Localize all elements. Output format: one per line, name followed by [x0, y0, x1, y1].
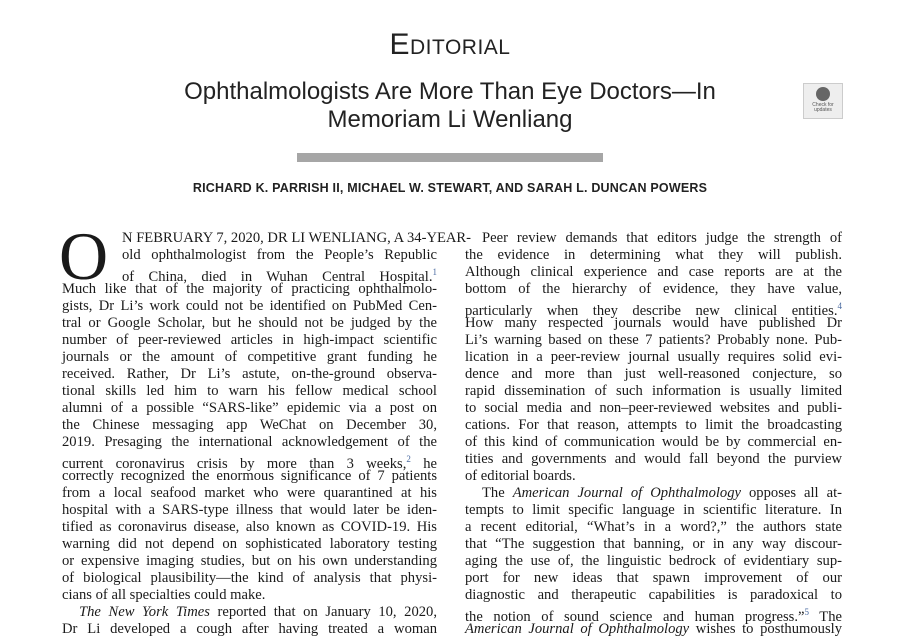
text-line: [465, 434, 842, 451]
text-segment: wishes to posthumously: [689, 621, 842, 637]
text-line: [62, 604, 437, 621]
article-title: [100, 78, 800, 134]
text-segment: tral or Google Scholar, but he should not be judged by the: [62, 315, 437, 331]
text-segment: of China, died in Wuhan Central Hospital.: [122, 269, 433, 285]
text-segment: journals or the amount of competitive grant funding he: [62, 349, 437, 365]
text-line: [465, 332, 842, 349]
text-segment: cations. For that reason, attempts to limit the broadcasting: [465, 417, 842, 433]
title-divider: [297, 153, 603, 162]
text-segment: of editorial boards.: [465, 468, 576, 484]
text-segment: port for new ideas that spawn improvement of our: [465, 570, 842, 586]
text-segment: received. Rather, Dr Li’s astute, on-the-ground observa-: [62, 366, 437, 382]
text-segment: tified as coronavirus disease, also known as COVID-19. His: [62, 519, 437, 535]
text-segment: he: [410, 456, 437, 472]
text-line: [465, 281, 842, 298]
text-line: [62, 587, 437, 604]
text-segment: tities and governments and would fall beyond the purview: [465, 451, 842, 467]
text-line: [465, 298, 842, 319]
text-segment: of this kind of communication would be by commercial en-: [465, 434, 842, 450]
right-column: [465, 230, 842, 638]
text-line: [122, 247, 437, 264]
text-segment: reported that on January 10, 2020,: [209, 604, 438, 620]
text-line: [465, 349, 842, 366]
text-line: [465, 230, 842, 247]
text-segment: Dr Li developed a cough after having treated a woman: [62, 621, 437, 637]
text-segment: or expensive imaging studies, but on his own understanding: [62, 553, 437, 569]
text-segment: The: [809, 609, 843, 625]
text-line: [62, 485, 437, 502]
text-segment: American Journal of Ophthalmology: [465, 621, 690, 637]
text-line: [62, 451, 437, 472]
text-line: [122, 230, 472, 247]
text-segment: number of peer-reviewed articles in high-impact scientific: [62, 332, 437, 348]
text-line: [62, 536, 437, 553]
text-segment: American Journal of Ophthalmology: [512, 485, 741, 501]
text-line: [62, 468, 437, 485]
bookmark-icon: [816, 87, 830, 101]
text-line: [465, 519, 842, 536]
text-line: [465, 264, 842, 281]
badge-label: Check for updates: [812, 102, 834, 113]
text-segment: 2019. Presaging the international acknowledgement of the: [62, 434, 437, 450]
text-segment: cians of all specialties could make.: [62, 587, 266, 603]
text-line: [62, 417, 437, 434]
text-segment: Peer review demands that editors judge the strength of: [482, 230, 842, 246]
text-line: [62, 332, 437, 349]
text-line: [465, 485, 842, 502]
reference-superscript[interactable]: 5: [804, 607, 809, 617]
check-for-updates-badge[interactable]: [803, 83, 843, 119]
text-segment: rapid dissemination of such information is usually limited: [465, 383, 842, 399]
text-segment: warning did not depend on sophisticated laboratory testing: [62, 536, 437, 552]
reference-superscript[interactable]: 2: [406, 454, 411, 464]
text-segment: tional skills led him to warn his fellow medical school: [62, 383, 437, 399]
text-line: [465, 383, 842, 400]
text-line: [62, 383, 437, 400]
text-segment: How many respected journals would have published Dr: [465, 315, 842, 331]
text-line: [62, 519, 437, 536]
reference-superscript[interactable]: 4: [837, 301, 842, 311]
text-line: [62, 366, 437, 383]
reference-superscript[interactable]: 1: [432, 267, 437, 277]
text-segment: to social media and non–peer-reviewed websites and publi-: [465, 400, 842, 416]
text-segment: the Chinese messaging app WeChat on December 30,: [62, 417, 437, 433]
text-line: [465, 621, 842, 638]
text-segment: correctly recognized the enormous significance of 7 patients: [62, 468, 437, 484]
text-line: [62, 553, 437, 570]
text-line: [465, 366, 842, 383]
text-segment: dence and more than just well-reasoned conjecture, so: [465, 366, 842, 382]
text-segment: of biological plausibility—the kind of analysis that physi-: [62, 570, 437, 586]
title-line: Ophthalmologists Are More Than Eye Doctors—In: [184, 78, 716, 105]
text-segment: N FEBRUARY 7, 2020, DR LI WENLIANG, A 34-YEAR-: [122, 230, 472, 246]
author-list: RICHARD K. PARRISH II, MICHAEL W. STEWART, AND SARAH L. DUNCAN POWERS: [192, 181, 708, 195]
text-line: [62, 502, 437, 519]
text-segment: current coronavirus crisis by more than 3 weeks,: [62, 456, 407, 472]
text-segment: a recent editorial, “What’s in a word?,” the authors state: [465, 519, 842, 535]
text-line: [62, 281, 437, 298]
text-segment: The: [482, 485, 513, 501]
text-segment: Much like that of the majority of practicing ophthalmolo-: [62, 281, 437, 297]
text-segment: Li’s warning based on these 7 patients? Probably none. Pub-: [465, 332, 842, 348]
text-line: [62, 434, 437, 451]
text-line: [465, 315, 842, 332]
text-line: [465, 502, 842, 519]
text-segment: from a local seafood market who were quarantined at his: [62, 485, 437, 501]
text-line: [465, 417, 842, 434]
section-kicker: Editorial: [389, 28, 511, 61]
title-line: Memoriam Li Wenliang: [327, 106, 573, 133]
text-segment: old ophthalmologist from the People’s Republic: [122, 247, 437, 263]
drop-cap: O: [59, 218, 109, 294]
text-line: [122, 264, 437, 285]
text-line: [62, 298, 437, 315]
text-line: [62, 570, 437, 587]
text-segment: lication in a peer-review journal usually requires solid evi-: [465, 349, 842, 365]
text-line: [62, 621, 437, 638]
text-line: [465, 604, 843, 625]
text-segment: diagnostic and therapeutic capabilities is paradoxical to: [465, 587, 842, 603]
text-segment: hospital with a SARS-type illness that would later be iden-: [62, 502, 437, 518]
text-line: [465, 553, 842, 570]
text-segment: The New York Times: [79, 604, 210, 620]
text-segment: opposes all at-: [741, 485, 843, 501]
text-segment: alumni of a possible “SARS-like” epidemic via a post on: [62, 400, 437, 416]
text-line: [465, 451, 842, 468]
text-line: [465, 468, 842, 485]
text-line: [465, 536, 842, 553]
text-line: [62, 400, 437, 417]
text-line: [62, 315, 437, 332]
text-segment: that “The suggestion that banning, or in any way discour-: [465, 536, 842, 552]
text-line: [465, 247, 842, 264]
text-segment: Although clinical experience and case reports are at the: [465, 264, 842, 280]
text-line: [465, 570, 842, 587]
text-line: [465, 587, 842, 604]
text-segment: the evidence in determining what they will publish.: [465, 247, 842, 263]
text-segment: gists, Dr Li’s work could not be identified on PubMed Cen-: [62, 298, 437, 314]
text-segment: particularly when they describe new clinical entities.: [465, 303, 838, 319]
text-line: [62, 349, 437, 366]
text-segment: tempts to limit specific language in scientific literature. In: [465, 502, 842, 518]
text-line: [465, 400, 842, 417]
left-column: [59, 218, 472, 638]
text-segment: the notion of sound science and human progress.”: [465, 609, 805, 625]
text-segment: bottom of the hierarchy of evidence, they have value,: [465, 281, 842, 297]
text-segment: aging the use of, the linguistic bedrock of evidentiary sup-: [465, 553, 842, 569]
